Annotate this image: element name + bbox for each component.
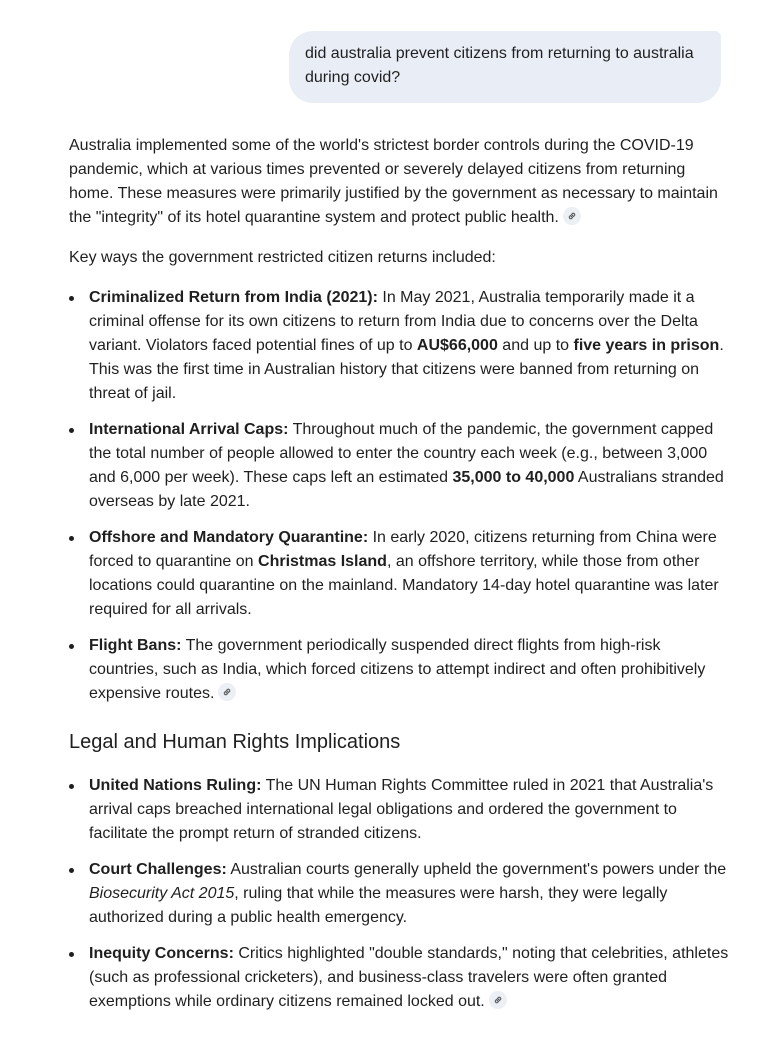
item-text: . This was the first time in Australian history that citizens were banned from returning on threat of jail.	[89, 337, 724, 402]
assistant-response	[69, 134, 729, 1026]
item-title: Flight Bans:	[89, 637, 182, 654]
item-text: The UN Human Rights Committee ruled in 2021 that Australia's arrival caps breached international legal obligations and ordered the government to facilitate the prompt return of stranded citizens.	[89, 777, 714, 842]
item-title: Criminalized Return from India (2021):	[89, 289, 378, 306]
item-text: Critics highlighted "double standards," noting that celebrities, athletes (such as professional cricketers), and business-class travelers were often granted exemptions while ordinary citizens remained locked out.	[89, 945, 729, 1010]
restrictions-list	[69, 286, 729, 706]
item-bold: five years in prison	[573, 337, 720, 354]
item-text: In early 2020, citizens returning from China were forced to quarantine on	[89, 529, 717, 570]
list-item	[69, 286, 729, 406]
item-title: Offshore and Mandatory Quarantine:	[89, 529, 369, 546]
item-text: and up to	[497, 337, 574, 354]
list-item	[69, 418, 729, 514]
item-text: Throughout much of the pandemic, the government capped the total number of people allowed to enter the country each week (e.g., between 3,000 and 6,000 per week). These caps left an estimated	[89, 421, 714, 486]
item-text: Australians stranded overseas by late 2021.	[89, 469, 724, 510]
list-item	[69, 942, 729, 1014]
item-text: The government periodically suspended direct flights from high-risk countries, such as India, which forced citizens to attempt indirect and often prohibitively expensive routes.	[89, 637, 706, 702]
item-text: Australian courts generally upheld the government's powers under the	[226, 861, 727, 878]
item-text: In May 2021, Australia temporarily made it a criminal offense for its own citizens to return from India due to concerns over the Delta variant. Violators faced potential fines of up to	[89, 289, 698, 354]
link-icon	[493, 995, 503, 1005]
item-title: Inequity Concerns:	[89, 945, 234, 962]
item-text: , an offshore territory, while those from other locations could quarantine on the mainland. Mandatory 14-day hotel quarantine was later required for all arrivals.	[89, 553, 719, 618]
user-message-text: did australia prevent citizens from returning to australia during covid?	[305, 45, 694, 86]
legal-list	[69, 774, 729, 1014]
citation-link-icon[interactable]	[218, 683, 236, 701]
legal-heading: Legal and Human Rights Implications	[69, 731, 401, 753]
item-title: United Nations Ruling:	[89, 777, 262, 794]
list-item	[69, 858, 729, 930]
list-item	[69, 634, 729, 706]
item-italic: Biosecurity Act 2015	[89, 885, 235, 902]
link-icon	[222, 687, 232, 697]
citation-link-icon[interactable]	[563, 207, 581, 225]
item-bold: 35,000 to 40,000	[452, 469, 575, 486]
list-item	[69, 774, 729, 846]
item-title: International Arrival Caps:	[89, 421, 289, 438]
item-title: Court Challenges:	[89, 861, 227, 878]
user-message-bubble	[289, 31, 721, 103]
key-ways-paragraph: Key ways the government restricted citizen returns included:	[69, 249, 496, 266]
intro-text: Australia implemented some of the world's strictest border controls during the COVID-19 pandemic, which at various times prevented or severely delayed citizens from returning home. These measures were primarily justified by the government as necessary to maintain the "integrity" of its hotel quarantine system and protect public health.	[69, 137, 718, 226]
item-bold: AU$66,000	[416, 337, 498, 354]
item-bold: Christmas Island	[258, 553, 387, 570]
citation-link-icon[interactable]	[489, 991, 507, 1009]
intro-paragraph	[69, 134, 729, 230]
list-item	[69, 526, 729, 622]
link-icon	[567, 211, 577, 221]
item-text: , ruling that while the measures were harsh, they were legally authorized during a public health emergency.	[89, 885, 668, 926]
